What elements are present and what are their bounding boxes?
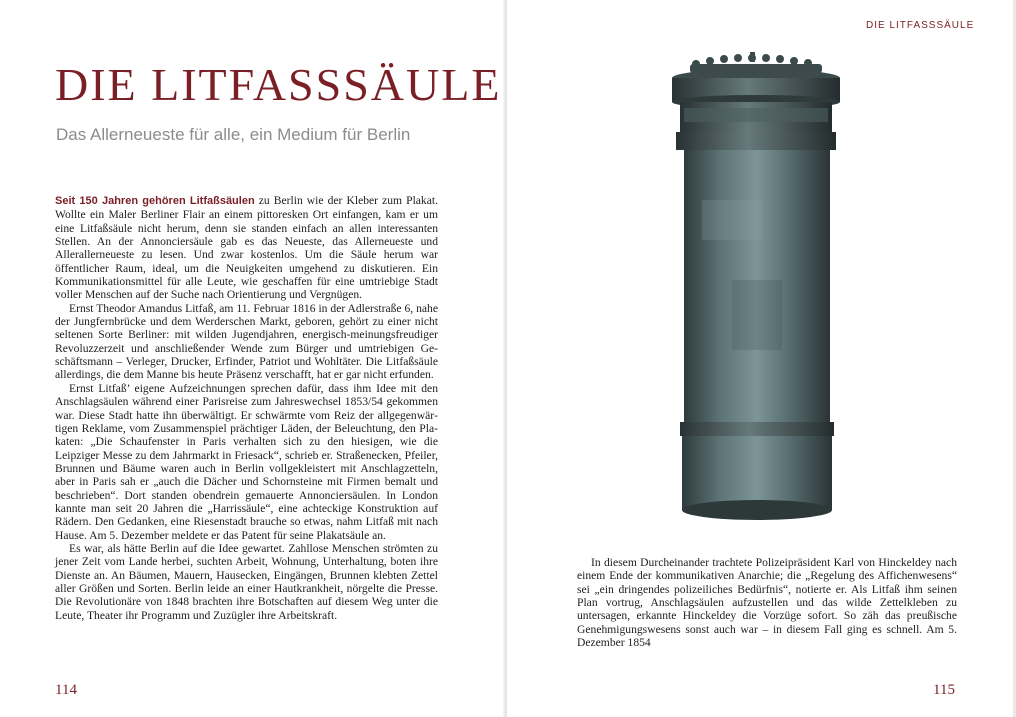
paragraph-1-text: zu Berlin wie der Kleber zum Plakat. Wollte ein Maler Berliner Flair an einem pittoresken Ort einfangen, kam er um eine Litfaßsäule nicht herum, denn sie standen einfach an allen interessanten Stellen. An der Annonciersäule gab es das Neueste, das Allerneueste und Allerallerneueste zu lesen. Und zwar kostenlos. Um die Säule herum war öffentlicher Raum, ideal, um die Neuigkeiten umgehend zu diskutieren. Ein Kommunikationsmittel für alle Leute, wie geschaffen für eine umtriebige Stadt voller Menschen auf der Suche nach Orientierung und Vergnügen. (55, 194, 438, 302)
lead-in: Seit 150 Jahren gehören Litfaßsäulen (55, 195, 255, 207)
page-number-left: 114 (55, 682, 77, 698)
chapter-subtitle: Das Allerneueste für alle, ein Medium für Berlin (56, 125, 411, 144)
paragraph-1 (55, 194, 438, 302)
advertising-column-photo (662, 50, 847, 535)
left-body-text (55, 194, 438, 622)
page-number-right: 115 (933, 682, 955, 698)
paragraph-right-1: In diesem Durcheinander trachtete Polizeipräsident Karl von Hinckeldey nach einem Ende der kommunikativen Anarchie; die „Regelung des Affichenwesens“ sei „ein dringendes polizeiliches Bedürfnis“, notierte er. Als Litfaß ihm seinen Plan vortrug, Anschlagsäulen aufzustellen und das wilde Zettelkleben zu untersagen, erkannte Hinckeldey die Vorzüge sofort. So zäh das preußische Genehmigungswesens sonst auch war – in diesem Fall ging es schnell. Am 5. Dezember 1854 (577, 556, 957, 650)
right-body-text (577, 556, 957, 649)
left-page (0, 0, 505, 717)
running-head: DIE LITFASSSÄULE (866, 20, 975, 31)
chapter-title: DIE LITFASSSÄULE (55, 59, 502, 110)
paragraph-3: Ernst Litfaß’ eigene Aufzeichnungen sprechen dafür, dass ihm Idee mit den Anschlagsäulen während einer Parisreise zum Jahreswechsel 1853/54 gekommen war. Diese Stadt hatte ihn überwältigt. Er schwärmte vom Reiz der allgegenwärtigen Reklame, vom Zusammenspiel prächtiger Läden, der Beleuchtung, den Plakaten: „Die Schaufenster in Paris verhalten sich zu den hiesigen, wie die Leipziger Messe zu dem Jahrmarkt in Friesack“, schrieb er. Straßenecken, Pfeiler, Brunnen und Bäume waren auch in Berlin vollgekleistert mit Anschlagzetteln, aber in Paris sah er „auch die Dächer und Schornsteine mit Firmen bemalt und beschrieben“. Dort standen obendrein gemauerte Annonciersäulen. In London kannte man seit 20 Jahren die „Harrissäule“, eine achteckige Konstruktion auf Rädern. Den Gedanken, eine Riesenstadt brauche so etwas, nahm Litfaß mit nach Hause. Am 5. Dezember meldete er das Patent für seine Plakatsäule an. (55, 381, 438, 542)
paragraph-2: Ernst Theodor Amandus Litfaß, am 11. Februar 1816 in der Adlerstraße 6, nahe der Jungfernbrücke und dem Werderschen Markt, geboren, gehört zu einer nicht seltenen Sorte Berliner: mit wilden Jugendjahren, energisch-meinungsfreudiger Revoluzzerzeit und anschließender Wende zum Bürger und umtriebigen Geschäftsmann – Verleger, Drucker, Erfinder, Patriot und Wohltäter. Die Litfaßsäule allerdings, die dem Manne bis heute Präsenz verschafft, hat er gar nicht erfunden. (55, 301, 438, 382)
paragraph-4: Es war, als hätte Berlin auf die Idee gewartet. Zahllose Menschen strömten zu jener Zeit vom Lande herbei, suchten Arbeit, Wohnung, Unterhaltung, boten ihre Dienste an. An Bäumen, Mauern, Hausecken, Eingängen, Brunnen klebten Zettel aller Größen und Sorten. Berlin leide an einer Hautkrankheit, nörgelte die Presse. Die Revolutionäre von 1848 brachten ihre Botschaften auf diesem Weg unter die Leute, Theater ihr Programm und Zuzügler ihre Arbeitskraft. (55, 541, 438, 622)
